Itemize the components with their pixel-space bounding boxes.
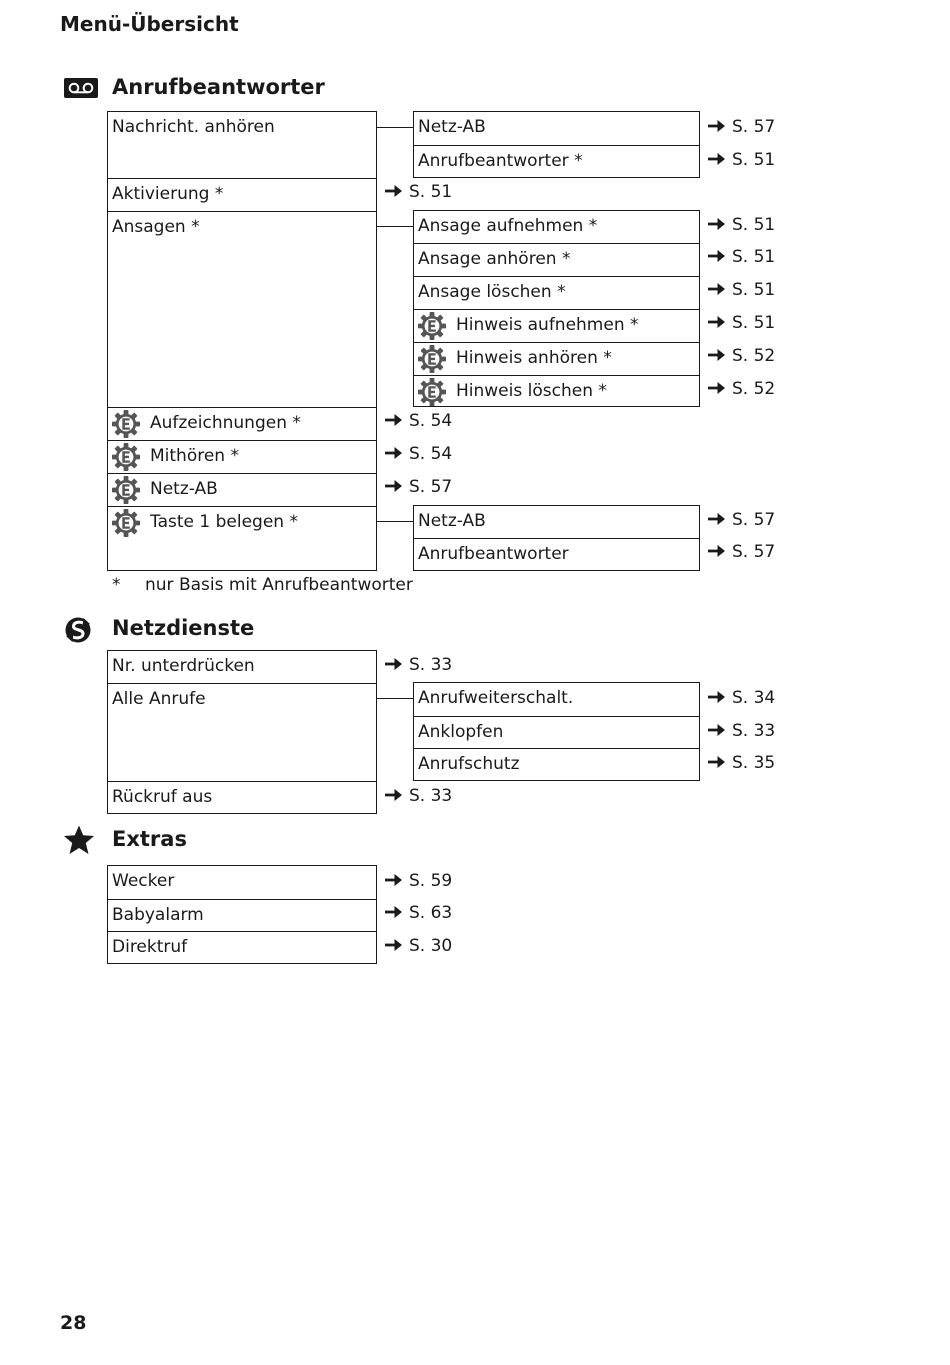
arrow-right-icon [385,657,402,671]
menu-item-ansagen[interactable]: Ansagen * [108,211,376,407]
page-ref: S. 51 [385,177,452,207]
expert-mode-icon [418,312,446,340]
page-ref: S. 51 [708,308,775,338]
footnote: * nur Basis mit Anrufbeantworter [112,575,413,595]
expert-mode-icon [112,509,140,537]
submenu-box-ansagen [413,210,700,407]
page-ref: S. 52 [708,374,775,404]
arrow-right-icon [385,184,402,198]
page-number: 28 [60,1312,87,1334]
expert-mode-icon [112,476,140,504]
menu-box-extras [107,865,377,964]
section-title-extras: Extras [112,827,187,851]
connector-line [376,521,414,522]
connector-line [376,698,414,699]
arrow-right-icon [385,938,402,952]
menu-item-wecker[interactable]: Wecker [112,871,175,891]
page-ref: S. 57 [385,472,452,502]
page-ref: S. 51 [708,275,775,305]
submenu-item-netz-ab[interactable]: Netz-AB [418,511,486,531]
page-ref: S. 30 [385,931,452,961]
connector-line [376,127,414,128]
submenu-box-taste [413,505,700,571]
arrow-right-icon [385,413,402,427]
section-title-netzdienste: Netzdienste [112,616,255,640]
submenu-item-hinweis-aufnehmen[interactable]: Hinweis aufnehmen * [414,309,699,342]
page-ref: S. 57 [708,537,775,567]
page-ref: S. 52 [708,341,775,371]
arrow-right-icon [708,723,725,737]
page-header: Menü-Übersicht [60,12,239,36]
page-ref: S. 33 [385,781,452,811]
menu-item-aufzeichnungen[interactable]: Aufzeichnungen * [108,407,376,440]
page-ref: S. 35 [708,748,775,778]
submenu-item-anklopfen[interactable]: Anklopfen [414,716,699,748]
arrow-right-icon [708,348,725,362]
page-ref: S. 33 [385,650,452,680]
page-ref: S. 54 [385,439,452,469]
connector-line [376,226,414,227]
arrow-right-icon [385,905,402,919]
submenu-item-anrufbeantworter[interactable]: Anrufbeantworter * [414,145,699,177]
expert-mode-icon [418,345,446,373]
arrow-right-icon [385,788,402,802]
menu-box-anrufbeantworter [107,111,377,571]
page-ref: S. 54 [385,406,452,436]
page-ref: S. 34 [708,683,775,713]
menu-item-direktruf[interactable]: Direktruf [108,931,376,963]
arrow-right-icon [708,152,725,166]
arrow-right-icon [708,690,725,704]
menu-item-alle-anrufe[interactable]: Alle Anrufe [108,683,376,781]
page-ref: S. 33 [708,716,775,746]
menu-item-nachricht-anhoeren[interactable]: Nachricht. anhören [112,117,275,137]
arrow-right-icon [708,119,725,133]
submenu-item-anrufschutz[interactable]: Anrufschutz [414,748,699,780]
menu-item-netz-ab[interactable]: Netz-AB [108,473,376,506]
expert-mode-icon [112,443,140,471]
page-ref: S. 51 [708,242,775,272]
page-ref: S. 51 [708,145,775,175]
submenu-item-hinweis-anhoeren[interactable]: Hinweis anhören * [414,342,699,375]
arrow-right-icon [708,512,725,526]
submenu-item-ansage-aufnehmen[interactable]: Ansage aufnehmen * [418,216,598,236]
menu-item-babyalarm[interactable]: Babyalarm [108,899,376,931]
expert-mode-icon [112,410,140,438]
arrow-right-icon [708,315,725,329]
expert-mode-icon [418,378,446,406]
submenu-box-alle-anrufe [413,682,700,781]
arrow-right-icon [385,873,402,887]
page-ref: S. 57 [708,112,775,142]
page-ref: S. 57 [708,505,775,535]
menu-item-rueckruf-aus[interactable]: Rückruf aus [108,781,376,813]
submenu-item-netz-ab[interactable]: Netz-AB [418,117,486,137]
submenu-box-nachricht [413,111,700,178]
page-ref: S. 63 [385,898,452,928]
submenu-item-ansage-anhoeren[interactable]: Ansage anhören * [414,243,699,276]
arrow-right-icon [708,381,725,395]
menu-item-aktivierung[interactable]: Aktivierung * [108,178,376,211]
arrow-right-icon [385,479,402,493]
arrow-right-icon [708,282,725,296]
voicemail-icon [64,78,98,98]
arrow-right-icon [708,249,725,263]
page-ref: S. 59 [385,866,452,896]
submenu-item-ansage-loeschen[interactable]: Ansage löschen * [414,276,699,309]
submenu-item-anrufbeantworter[interactable]: Anrufbeantworter [414,538,699,570]
star-icon [63,825,95,855]
network-services-icon [64,616,92,644]
submenu-item-hinweis-loeschen[interactable]: Hinweis löschen * [414,375,699,406]
arrow-right-icon [385,446,402,460]
menu-item-nr-unterdruecken[interactable]: Nr. unterdrücken [112,656,255,676]
arrow-right-icon [708,217,725,231]
menu-item-mithoeren[interactable]: Mithören * [108,440,376,473]
page-ref: S. 51 [708,210,775,240]
menu-item-taste-1-belegen[interactable]: Taste 1 belegen * [108,506,376,570]
submenu-item-anrufweiterschalt[interactable]: Anrufweiterschalt. [418,688,574,708]
menu-box-netzdienste [107,650,377,814]
section-title-anrufbeantworter: Anrufbeantworter [112,75,325,99]
arrow-right-icon [708,544,725,558]
arrow-right-icon [708,755,725,769]
